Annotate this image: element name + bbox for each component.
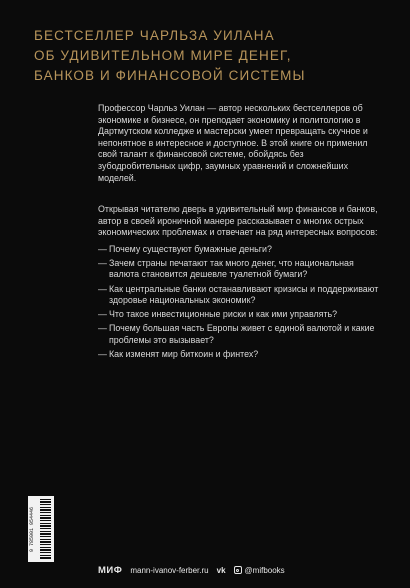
intro-paragraph: Открывая читателю дверь в удивительный мир финансов и банков, автор в своей ироничной манере рассказывает о многих острых экономических проблемах и отвечает на ряд интересных вопросов:	[98, 204, 378, 238]
author-paragraph-text: Профессор Чарльз Уилан — автор нескольких бестселлеров об экономике и бизнесе, он преподает экономику и политологию в Дартмутском колледже и мастерски умеет превращать скучное и непонятное в интересное и доступное. В этой книге он применил свой талант к финансовой системе, обойдясь без зубодробительных цифр, заумных уравнений и сложнейших моделей.	[98, 103, 368, 183]
questions-section	[98, 204, 383, 363]
question-item	[98, 309, 383, 321]
questions-list	[98, 244, 383, 361]
dash-marker: —	[98, 283, 107, 294]
question-text: Как центральные банки останавливают кризисы и поддерживают здоровье национальных экономик?	[109, 283, 379, 306]
publisher-footer	[98, 563, 285, 577]
question-item	[98, 349, 383, 361]
question-text: Зачем страны печатают так много денег, что национальная валюта становится дешевле туалетной бумаги?	[109, 257, 354, 280]
barcode-bars	[40, 499, 51, 559]
publisher-logo: МИФ	[98, 564, 123, 576]
headline	[34, 26, 394, 86]
dash-marker: —	[98, 257, 107, 268]
instagram-icon	[234, 566, 242, 574]
vk-icon[interactable]: vk	[216, 565, 226, 575]
instagram-link[interactable]	[234, 566, 285, 575]
question-item	[98, 244, 383, 256]
barcode-number: 9 785001 954446	[29, 506, 35, 552]
social-handle: @mifbooks	[244, 565, 285, 575]
isbn-barcode	[28, 496, 54, 562]
question-item	[98, 258, 383, 281]
question-item	[98, 284, 383, 307]
question-item	[98, 323, 383, 346]
dash-marker: —	[98, 323, 107, 334]
question-text: Почему большая часть Европы живет с единой валютой и какие проблемы это вызывает?	[109, 323, 375, 345]
dash-marker: —	[98, 243, 107, 254]
dash-marker: —	[98, 309, 107, 320]
publisher-site[interactable]: mann-ivanov-ferber.ru	[130, 565, 209, 575]
dash-marker: —	[98, 349, 107, 360]
question-text: Почему существуют бумажные деньги?	[109, 243, 272, 254]
headline-line-1: БЕСТСЕЛЛЕР ЧАРЛЬЗА УИЛАНА	[34, 28, 275, 43]
headline-line-2: ОБ УДИВИТЕЛЬНОМ МИРЕ ДЕНЕГ,	[34, 48, 292, 63]
headline-line-3: БАНКОВ И ФИНАНСОВОЙ СИСТЕМЫ	[34, 68, 306, 83]
author-paragraph	[98, 103, 383, 184]
question-text: Как изменят мир биткоин и финтех?	[109, 349, 259, 360]
question-text: Что такое инвестиционные риски и как ими управлять?	[109, 309, 338, 320]
